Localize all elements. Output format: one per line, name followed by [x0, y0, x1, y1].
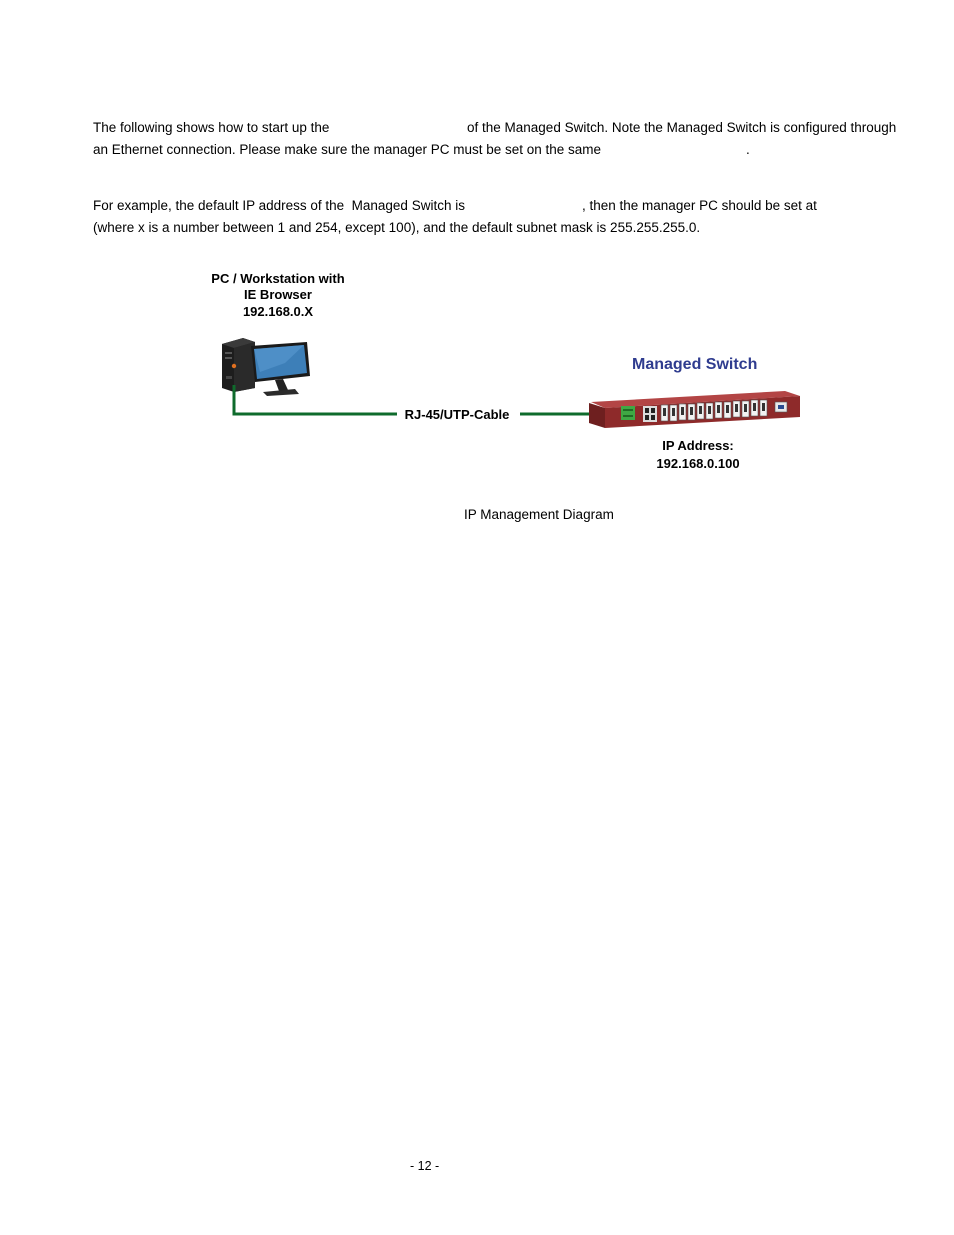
figure-caption: IP Management Diagram: [464, 507, 614, 522]
paragraph2-line1-start: For example, the default IP address of the Managed Switch is: [93, 198, 465, 213]
paragraph1-line2-start: an Ethernet connection. Please make sure the manager PC must be set on the same: [93, 142, 602, 157]
cable-label: RJ-45/UTP-Cable: [404, 407, 510, 422]
page-number: - 12 -: [410, 1159, 440, 1173]
pc-label-line2: IE Browser: [244, 287, 312, 302]
paragraph1-line2-end: .: [746, 142, 750, 157]
paragraph2-line1-end: , then the manager PC should be set at: [582, 198, 817, 213]
ip-address-label: IP Address:: [662, 438, 734, 453]
managed-switch-icon: [585, 384, 805, 436]
paragraph2-line2: (where x is a number between 1 and 254, except 100), and the default subnet mask is 255.255.255.0.: [93, 220, 701, 235]
paragraph1-line1-start: The following shows how to start up the: [93, 120, 330, 135]
pc-label-line3: 192.168.0.X: [242, 304, 314, 319]
switch-title: Managed Switch: [632, 356, 758, 373]
pc-label-line1: PC / Workstation with: [211, 271, 345, 286]
ip-address-value: 192.168.0.100: [656, 456, 740, 471]
paragraph1-line1-end: of the Managed Switch. Note the Managed Switch is configured through: [467, 120, 897, 135]
